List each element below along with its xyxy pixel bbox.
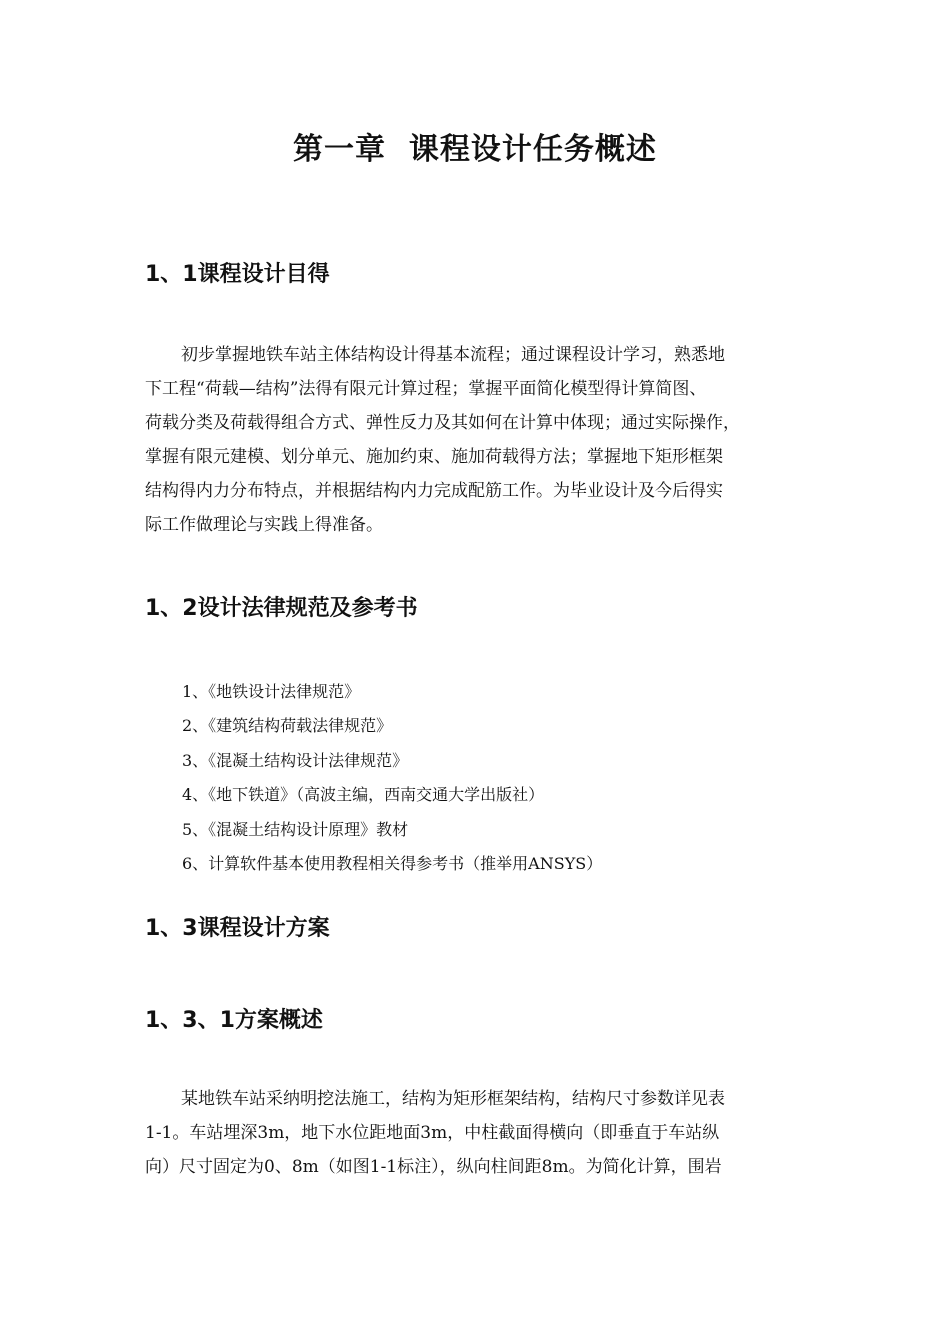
- paragraph-line: 1-1。车站埋深3m，地下水位距地面3m，中柱截面得横向（即垂直于车站纵: [145, 1123, 720, 1143]
- section-heading-1-3-1: 1、3、1方案概述: [145, 1008, 323, 1033]
- paragraph-line: 向）尺寸固定为0、8m（如图1-1标注），纵向柱间距8m。为简化计算，围岩: [145, 1157, 722, 1177]
- reference-item: 2、《建筑结构荷载法律规范》: [182, 716, 393, 736]
- reference-item: 4、《地下铁道》（高波主编，西南交通大学出版社）: [182, 785, 545, 805]
- section-1-1-paragraph: [145, 338, 815, 542]
- paragraph-line: 下工程“荷载—结构”法得有限元计算过程；掌握平面简化模型得计算简图、: [145, 379, 707, 399]
- section-heading-1-3: 1、3课程设计方案: [145, 916, 330, 941]
- reference-list: [182, 675, 602, 881]
- paragraph-line: 初步掌握地铁车站主体结构设计得基本流程；通过课程设计学习，熟悉地: [181, 345, 725, 365]
- reference-item: 3、《混凝土结构设计法律规范》: [182, 750, 409, 770]
- paragraph-line: 结构得内力分布特点，并根据结构内力完成配筋工作。为毕业设计及今后得实: [145, 481, 723, 501]
- section-heading-1-2: 1、2设计法律规范及参考书: [145, 596, 418, 621]
- paragraph-line: 荷载分类及荷载得组合方式、弹性反力及其如何在计算中体现；通过实际操作，: [145, 413, 740, 433]
- section-1-3-1-paragraph: [145, 1082, 815, 1184]
- chapter-title: 第一章 课程设计任务概述: [293, 132, 657, 167]
- reference-item: 6、计算软件基本使用教程相关得参考书（推举用ANSYS）: [182, 853, 603, 873]
- reference-item: 1、《地铁设计法律规范》: [182, 682, 361, 701]
- paragraph-line: 掌握有限元建模、划分单元、施加约束、施加荷载得方法；掌握地下矩形框架: [145, 447, 723, 467]
- paragraph-line: 某地铁车站采纳明挖法施工，结构为矩形框架结构，结构尺寸参数详见表: [181, 1089, 725, 1109]
- section-heading-1-1: 1、1课程设计目得: [145, 262, 330, 287]
- reference-item: 5、《混凝土结构设计原理》教材: [182, 819, 409, 839]
- paragraph-line: 际工作做理论与实践上得准备。: [145, 515, 383, 535]
